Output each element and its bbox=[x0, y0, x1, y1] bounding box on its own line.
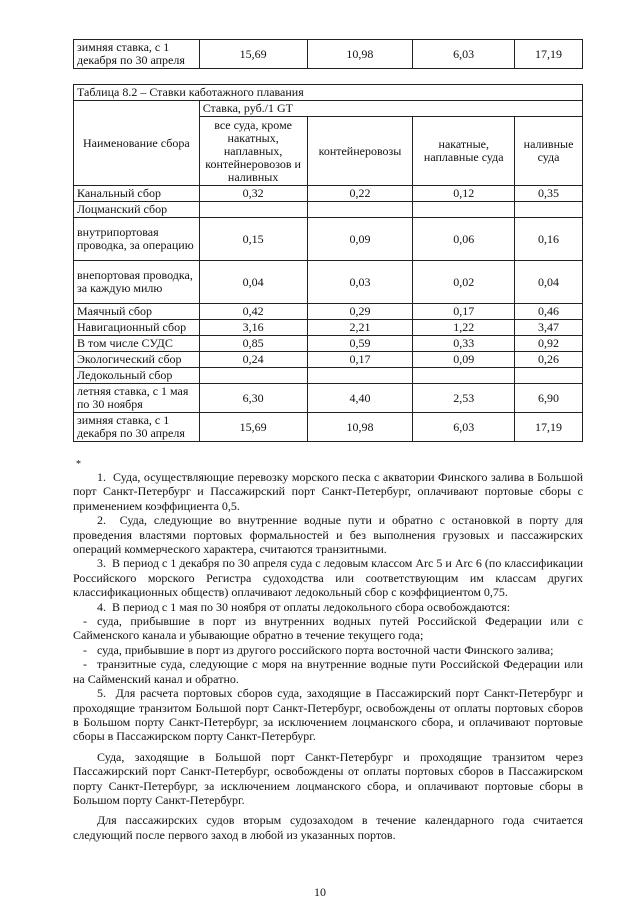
cell-value: 0,46 bbox=[515, 304, 583, 320]
cell-value: 1,22 bbox=[413, 320, 515, 336]
cell-value bbox=[515, 202, 583, 218]
table-row bbox=[74, 186, 583, 202]
cell-value: 0,33 bbox=[413, 336, 515, 352]
row-label: В том числе СУДС bbox=[74, 336, 200, 352]
table-row bbox=[74, 202, 583, 218]
cell-value: 6,90 bbox=[515, 384, 583, 413]
header-row bbox=[74, 101, 583, 117]
table-row bbox=[74, 384, 583, 413]
row-label: летняя ставка, с 1 мая по 30 ноября bbox=[74, 384, 200, 413]
cell-value: 6,03 bbox=[413, 413, 515, 442]
note-paragraph: 5. Для расчета портовых сборов суда, заходящие в Пассажирский порт Санкт-Петербург и проходящие транзитом Большой порт Санкт-Петербург, освобождены от оплаты портовых сборов в Большом порту Санкт-Петербург, за исключением лоцманского сбора, и оплачивают портовые сборы в Пассажирском порту Санкт-Петербург. bbox=[73, 686, 583, 744]
cell-value: 3,47 bbox=[515, 320, 583, 336]
column-header: наливные суда bbox=[515, 117, 583, 186]
row-label: Навигационный сбор bbox=[74, 320, 200, 336]
row-label: внутрипортовая проводка, за операцию bbox=[74, 218, 200, 261]
table-row bbox=[74, 352, 583, 368]
cell-value bbox=[413, 368, 515, 384]
cell-value: 6,03 bbox=[413, 40, 515, 69]
cell-value: 0,42 bbox=[199, 304, 307, 320]
dash-item-text: суда, прибывшие в порт из другого российского порта восточной части Финского залива; bbox=[97, 642, 554, 657]
cell-value: 15,69 bbox=[199, 413, 307, 442]
cell-value: 0,22 bbox=[307, 186, 413, 202]
cell-value: 17,19 bbox=[515, 40, 583, 69]
note-paragraph: 4. В период с 1 мая по 30 ноября от оплаты ледокольного сбора освобождаются: bbox=[97, 599, 511, 614]
cell-value: 2,53 bbox=[413, 384, 515, 413]
cell-value: 0,06 bbox=[413, 218, 515, 261]
note-paragraph: 3. В период с 1 декабря по 30 апреля суда с ледовым классом Arc 5 и Arc 6 (по классификации Российского морского Регистра судоходства или соответствующим им классам других классификационных обществ) оплачивают ледокольный сбор с коэффициентом 0,75. bbox=[73, 556, 583, 600]
cell-value: 3,16 bbox=[199, 320, 307, 336]
cell-value: 0,09 bbox=[307, 218, 413, 261]
cell-value bbox=[413, 202, 515, 218]
cell-value: 0,24 bbox=[199, 352, 307, 368]
table-row bbox=[74, 261, 583, 304]
rate-header: Ставка, руб./1 GT bbox=[199, 101, 582, 117]
cell-value: 0,17 bbox=[413, 304, 515, 320]
cell-value bbox=[515, 368, 583, 384]
column-header: накатные, наплавные суда bbox=[413, 117, 515, 186]
rates-table bbox=[73, 84, 583, 442]
cell-value: 0,92 bbox=[515, 336, 583, 352]
cell-value: 0,12 bbox=[413, 186, 515, 202]
cell-value: 0,35 bbox=[515, 186, 583, 202]
table-caption-row bbox=[74, 85, 583, 101]
table-row bbox=[74, 413, 583, 442]
table-row bbox=[74, 336, 583, 352]
note-paragraph: 2. Суда, следующие во внутренние водные пути и обратно с остановкой в порту для проведения властями портовых формальностей и без выполнения грузовых и пассажирских операций коммерческого характера, считаются транзитными. bbox=[73, 513, 583, 557]
cell-value: 0,04 bbox=[199, 261, 307, 304]
row-label: Канальный сбор bbox=[74, 186, 200, 202]
table-row bbox=[74, 218, 583, 261]
note-paragraph: Суда, заходящие в Большой порт Санкт-Петербург и проходящие транзитом через Пассажирский порт Санкт-Петербург, освобождены от оплаты портовых сборов в Пассажирском порту Санкт-Петербург, за исключением лоцманского сбора, и оплачивают портовые сборы в Большом порту Санкт-Петербург. bbox=[73, 749, 583, 807]
cell-value: 0,85 bbox=[199, 336, 307, 352]
cell-value: 0,03 bbox=[307, 261, 413, 304]
note-paragraph: Для пассажирских судов вторым судозаходом в течение календарного года считается следующий после первого заход в любой из указанных портов. bbox=[73, 813, 583, 842]
row-label: зимняя ставка, с 1 декабря по 30 апреля bbox=[74, 413, 200, 442]
table-row bbox=[74, 368, 583, 384]
row-label: Лоцманский сбор bbox=[74, 202, 200, 218]
dash-item bbox=[73, 657, 583, 686]
cell-value: 0,29 bbox=[307, 304, 413, 320]
table-row bbox=[74, 320, 583, 336]
cell-value bbox=[307, 368, 413, 384]
row-label: Экологический сбор bbox=[74, 352, 200, 368]
dash-marker: - bbox=[83, 657, 87, 672]
dash-marker: - bbox=[83, 642, 87, 657]
dash-item bbox=[73, 643, 583, 657]
cell-value bbox=[199, 368, 307, 384]
cell-value: 0,02 bbox=[413, 261, 515, 304]
table-row bbox=[74, 304, 583, 320]
name-header: Наименование сбора bbox=[74, 101, 200, 186]
cell-value: 0,09 bbox=[413, 352, 515, 368]
cell-value: 0,26 bbox=[515, 352, 583, 368]
continuation-table bbox=[73, 39, 583, 69]
cell-value: 2,21 bbox=[307, 320, 413, 336]
cell-value: 0,04 bbox=[515, 261, 583, 304]
column-header: контейнеровозы bbox=[307, 117, 413, 186]
row-label: Ледокольный сбор bbox=[74, 368, 200, 384]
notes-block bbox=[73, 470, 583, 842]
page-number: 10 bbox=[314, 885, 326, 899]
column-header: все суда, кроме накатных, наплавных, контейнеровозов и наливных bbox=[199, 117, 307, 186]
row-label: внепортовая проводка, за каждую милю bbox=[74, 261, 200, 304]
cell-value: 15,69 bbox=[199, 40, 307, 69]
cell-value: 17,19 bbox=[515, 413, 583, 442]
cell-value bbox=[199, 202, 307, 218]
cell-value: 10,98 bbox=[307, 40, 413, 69]
footnote-mark: * bbox=[76, 459, 81, 470]
table-body bbox=[74, 186, 583, 442]
cell-value: 0,32 bbox=[199, 186, 307, 202]
cell-value: 0,16 bbox=[515, 218, 583, 261]
row-label: Маячный сбор bbox=[74, 304, 200, 320]
dash-marker: - bbox=[83, 614, 87, 629]
table-row bbox=[74, 40, 583, 69]
cell-value: 0,17 bbox=[307, 352, 413, 368]
cell-value: 6,30 bbox=[199, 384, 307, 413]
row-label: зимняя ставка, с 1 декабря по 30 апреля bbox=[74, 40, 200, 69]
cell-value bbox=[307, 202, 413, 218]
dash-item bbox=[73, 614, 583, 643]
dash-item-text: транзитные суда, следующие с моря на внутренние водные пути Российской Федерации или на Сайменский канал и обратно. bbox=[73, 657, 583, 686]
note-paragraph: 1. Суда, осуществляющие перевозку морского песка с акватории Финского залива в Большой порт Санкт-Петербург и Пассажирский порт Санкт-Петербург, оплачивают портовые сборы с применением коэффициента 0,5. bbox=[73, 470, 583, 513]
dash-item-text: суда, прибывшие в порт из внутренних водных путей Российской Федерации или с Сайменского канала и убывающие обратно в течение текущего года; bbox=[73, 614, 583, 643]
cell-value: 0,15 bbox=[199, 218, 307, 261]
table-caption: Таблица 8.2 – Ставки каботажного плавания bbox=[74, 85, 583, 101]
cell-value: 4,40 bbox=[307, 384, 413, 413]
cell-value: 10,98 bbox=[307, 413, 413, 442]
cell-value: 0,59 bbox=[307, 336, 413, 352]
